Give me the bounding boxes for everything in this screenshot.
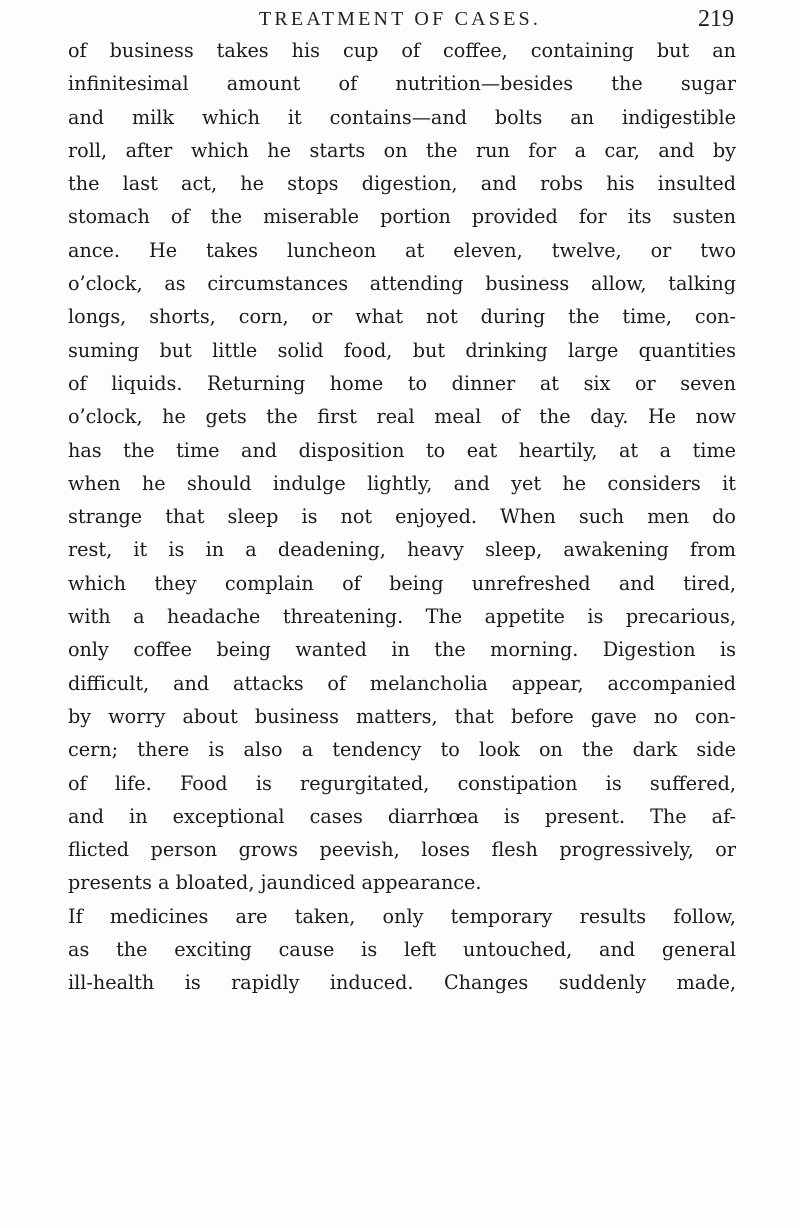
- page-number: 219: [698, 6, 734, 32]
- text-line: ill-health is rapidly induced. Changes suddenly made,: [68, 971, 736, 995]
- text-line: o’clock, as circumstances attending business allow, talking: [68, 272, 736, 296]
- text-line: ance. He takes luncheon at eleven, twelve, or two: [68, 238, 736, 262]
- text-line: strange that sleep is not enjoyed. When such men do: [68, 505, 736, 529]
- text-line: the last act, he stops digestion, and robs his insulted: [68, 172, 736, 196]
- text-line: suming but little solid food, but drinking large quantities: [68, 338, 736, 362]
- text-line: by worry about business matters, that before gave no con-: [68, 704, 736, 728]
- text-line: when he should indulge lightly, and yet he considers it: [68, 471, 736, 495]
- text-line: of business takes his cup of coffee, containing but an: [68, 39, 736, 62]
- text-line: rest, it is in a deadening, heavy sleep, awakening from: [68, 538, 736, 562]
- text-line: only coffee being wanted in the morning. Digestion is: [68, 638, 736, 662]
- text-line: If medicines are taken, only temporary results follow,: [68, 904, 736, 928]
- text-line: flicted person grows peevish, loses flesh progressively, or: [68, 838, 736, 862]
- text-line: and in exceptional cases diarrhœa is present. The af-: [68, 804, 736, 828]
- text-line: with a headache threatening. The appetite is precarious,: [68, 605, 736, 629]
- text-line: cern; there is also a tendency to look on the dark side: [68, 738, 736, 762]
- text-line: longs, shorts, corn, or what not during the time, con-: [68, 305, 736, 329]
- text-line: as the exciting cause is left untouched, and general: [68, 938, 736, 962]
- text-line: has the time and disposition to eat heartily, at a time: [68, 438, 736, 462]
- text-line: presents a bloated, jaundiced appearance.: [68, 871, 482, 895]
- body-text: [68, 34, 736, 1000]
- text-line: which they complain of being unrefreshed and tired,: [68, 571, 736, 595]
- text-line: and milk which it contains—and bolts an indigestible: [68, 105, 736, 129]
- running-title: TREATMENT OF CASES.: [258, 8, 542, 30]
- running-head: [66, 6, 734, 36]
- text-line: o’clock, he gets the first real meal of the day. He now: [68, 405, 736, 429]
- text-line: infinitesimal amount of nutrition—besides the sugar: [68, 72, 736, 96]
- text-line: roll, after which he starts on the run for a car, and by: [68, 138, 736, 162]
- text-line: stomach of the miserable portion provided for its susten: [68, 205, 736, 229]
- text-line: of life. Food is regurgitated, constipation is suffered,: [68, 771, 736, 795]
- text-line: difficult, and attacks of melancholia appear, accompanied: [68, 671, 736, 695]
- text-line: of liquids. Returning home to dinner at six or seven: [68, 371, 736, 395]
